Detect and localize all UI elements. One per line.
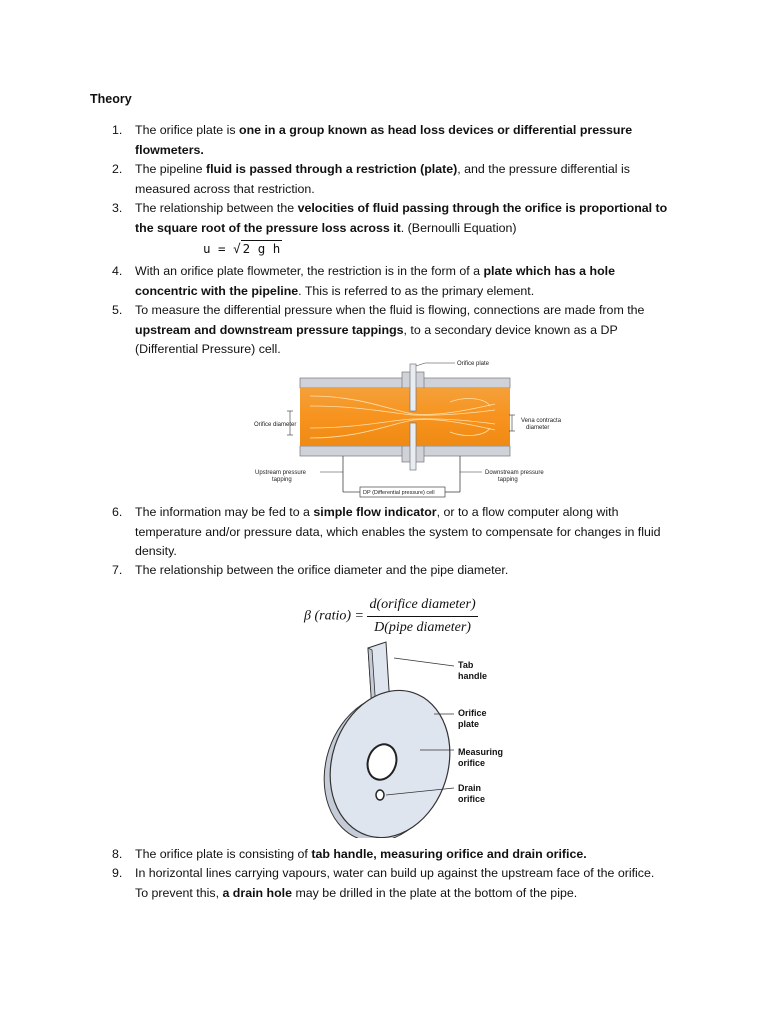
formula-denominator: D(pipe diameter) [374,620,471,635]
item-text: The relationship between the orifice diameter and the pipe diameter. [135,563,509,577]
orifice-flow-diagram [250,358,580,503]
item-text-bold: flowmeters. [135,142,204,157]
item-text: To prevent this, [135,885,223,900]
item-text: The information may be fed to a [135,505,314,519]
item-text: . (Bernoulli Equation) [400,220,517,235]
label-downstream-tap-2: tapping [498,477,518,483]
label-handle: handle [458,671,488,681]
item-text: may be drilled in the plate at the bottom of the pipe. [292,885,578,900]
item-text-bold: fluid is passed through a restriction (plate) [205,162,458,176]
formula-numerator: d(orifice diameter) [367,597,477,617]
item-text: , to a secondary device known as a DP [403,322,618,337]
item-text: density. [135,544,177,558]
item-number: 1. [112,123,123,137]
item-text: To measure the differential pressure when the fluid is flowing, connections are made from the [135,303,645,317]
item-number: 8. [112,847,123,861]
item-text-bold: a drain hole [222,885,293,900]
item-text: , or to a flow computer along with [436,505,619,519]
item-number: 3. [112,201,123,215]
item-text: The relationship between the [135,201,298,215]
item-text: The orifice plate is consisting of [135,847,312,861]
label-downstream-tap: Downstream pressure [485,470,544,476]
label-plate: plate [458,719,480,729]
item-text: , and the pressure differential is [457,162,630,176]
item-text: With an orifice plate flowmeter, the restriction is in the form of a [135,264,484,278]
label-measuring-orifice: orifice [458,758,486,768]
item-text: The pipeline [135,162,206,176]
item-text-bold: upstream and downstream pressure tappings [135,322,404,337]
item-text-bold: plate which has a hole [483,264,615,278]
label-orifice-plate: Orifice plate [457,361,490,367]
item-text-bold: velocities of fluid passing through the orifice is proportional to [297,201,668,215]
label-drain-orifice: orifice [458,794,486,804]
beta-ratio-formula [304,597,478,636]
page-heading: Theory [90,92,132,106]
item-text-bold: tab handle, measuring orifice and drain orifice. [311,847,587,861]
formula-lhs: β (ratio) = [304,608,364,624]
item-text: In horizontal lines carrying vapours, water can build up against the upstream face of the orifice. [135,866,655,880]
item-text: (Differential Pressure) cell. [135,342,281,356]
label-upstream-tap-2: tapping [272,477,292,483]
label-orifice: Orifice [458,708,487,718]
label-vena-contracta-2: diameter [526,425,550,431]
bernoulli-formula: u = √ 2 g h [203,241,281,256]
item-text: temperature and/or pressure data, which enables the system to compensate for changes in fluid [135,524,661,539]
label-vena-contracta: Vena contracta [521,418,562,424]
label-dp-cell: DP (Differential pressure) cell [363,490,435,496]
item-text-bold: simple flow indicator [313,505,437,519]
item-number: 9. [112,866,123,880]
item-text: measured across that restriction. [135,181,315,196]
item-text: . This is referred to as the primary element. [298,283,535,298]
label-orifice-diameter: Orifice diameter [254,422,297,428]
drain-orifice [376,790,384,800]
item-text-bold: one in a group known as head loss devices or differential pressure [239,123,633,137]
orifice-plate-parts-diagram [310,638,520,838]
item-text-bold: the square root of the pressure loss across it [135,220,401,235]
label-upstream-tap: Upstream pressure [255,470,307,476]
label-measuring: Measuring [458,747,504,757]
item-number: 5. [112,303,123,317]
item-text-bold: concentric with the pipeline [135,283,299,298]
item-number: 2. [112,162,123,176]
formula-lhs: u = [203,241,226,256]
label-tab: Tab [458,660,474,670]
item-number: 4. [112,264,123,278]
item-number: 7. [112,563,123,577]
item-text: The orifice plate is [135,123,239,137]
formula-radicand: 2 g h [242,241,281,256]
label-drain: Drain [458,783,482,793]
item-number: 6. [112,505,123,519]
orifice-plate [410,364,416,411]
